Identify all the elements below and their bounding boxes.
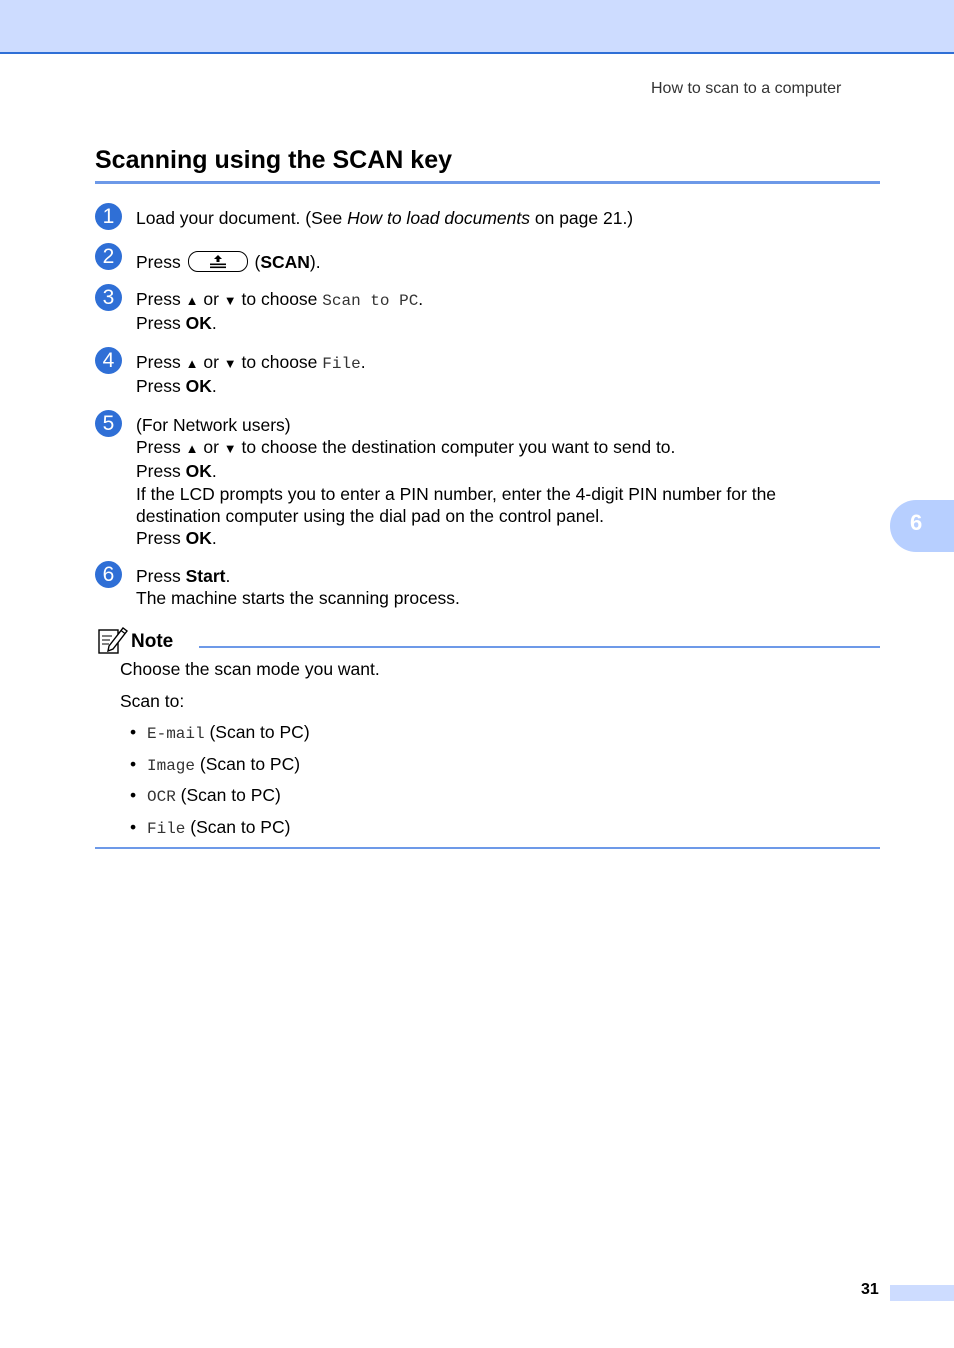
scan-key-icon: [188, 251, 248, 272]
key-name: OK: [185, 313, 212, 334]
list-item: [130, 817, 290, 838]
up-arrow-icon: ▲: [185, 441, 199, 457]
step-body: [136, 565, 836, 609]
down-arrow-icon: ▼: [223, 293, 237, 308]
list-item: [130, 785, 281, 806]
section-title: Scanning using the SCAN key: [95, 146, 453, 174]
page-band: [890, 1285, 954, 1301]
lcd-option: Scan to PC: [322, 292, 419, 310]
step-text: .: [211, 376, 217, 397]
step-number: 4: [95, 347, 122, 374]
step-text: .: [360, 352, 366, 372]
step-text: Press: [136, 528, 186, 549]
step-text: Press: [136, 252, 186, 272]
note-pencil-icon: [97, 624, 129, 661]
scan-mode-desc: (Scan to PC): [204, 722, 310, 742]
list-item: [130, 722, 310, 743]
step-text: on page 21.): [530, 208, 634, 228]
doc-link: How to load documents: [347, 208, 530, 228]
chapter-tab: 6: [890, 500, 954, 552]
key-name: OK: [185, 461, 212, 482]
step-text: .: [418, 289, 424, 309]
step-body: [136, 351, 836, 397]
note-rule: [199, 646, 880, 648]
step-number: 6: [95, 561, 122, 588]
pin-instructions: If the LCD prompts you to enter a PIN number, enter the 4-digit PIN number for the destination computer using the dial pad on the control panel.: [136, 483, 777, 526]
up-arrow-icon: ▲: [185, 356, 199, 371]
page-number: 31: [861, 1281, 879, 1298]
note-intro: Choose the scan mode you want.: [120, 659, 380, 679]
step-text: The machine starts the scanning process.: [136, 588, 460, 609]
scan-mode: OCR: [147, 788, 176, 806]
down-arrow-icon: ▼: [223, 441, 237, 457]
scan-mode: E-mail: [147, 725, 205, 743]
step-text: (: [249, 252, 261, 272]
step-text: to choose: [236, 352, 323, 372]
title-rule: [95, 181, 880, 184]
step-text: Press: [136, 566, 186, 586]
step-number: 5: [95, 410, 122, 437]
scan-mode: File: [147, 820, 186, 838]
lcd-option: File: [322, 355, 361, 373]
scan-mode-desc: (Scan to PC): [175, 785, 281, 805]
step-text: or: [198, 289, 224, 309]
bullet: •: [130, 817, 137, 837]
step-number: 2: [95, 243, 122, 270]
step-text: .: [225, 566, 231, 586]
running-header: How to scan to a computer: [651, 80, 842, 97]
note-scan-to: Scan to:: [120, 691, 185, 711]
step-text: Press: [136, 313, 186, 334]
top-band: [0, 0, 954, 54]
step-text: Press: [136, 437, 186, 458]
step-text: (For Network users): [136, 415, 291, 435]
step-text: or: [198, 352, 224, 372]
bullet: •: [130, 722, 137, 742]
list-item: [130, 754, 300, 775]
step-text: Press: [136, 461, 186, 482]
step-text: to choose the destination computer you want to send to.: [236, 437, 676, 458]
step-number: 3: [95, 284, 122, 311]
step-text: Load your document. (See: [136, 208, 348, 228]
step-text: .: [211, 461, 217, 482]
note-label: Note: [131, 631, 174, 652]
step-number: 1: [95, 203, 122, 230]
step-text: to choose: [236, 289, 323, 309]
step-text: ).: [309, 252, 321, 272]
up-arrow-icon: ▲: [185, 293, 199, 308]
key-name: SCAN: [260, 252, 310, 272]
step-text: .: [211, 313, 217, 334]
note-bottom-rule: [95, 847, 880, 849]
scan-mode-desc: (Scan to PC): [185, 817, 291, 837]
step-body: [136, 207, 836, 229]
key-name: Start: [185, 566, 226, 586]
step-body: [136, 288, 836, 334]
step-body: [136, 414, 836, 549]
bullet: •: [130, 785, 137, 805]
step-text: or: [198, 437, 224, 458]
step-text: Press: [136, 352, 186, 372]
down-arrow-icon: ▼: [223, 356, 237, 371]
step-text: .: [211, 528, 217, 549]
key-name: OK: [185, 528, 212, 549]
bullet: •: [130, 754, 137, 774]
step-text: Press: [136, 376, 186, 397]
key-name: OK: [185, 376, 212, 397]
scan-mode-desc: (Scan to PC): [195, 754, 301, 774]
scan-mode: Image: [147, 757, 196, 775]
step-body: [136, 247, 836, 273]
step-text: Press: [136, 289, 186, 309]
